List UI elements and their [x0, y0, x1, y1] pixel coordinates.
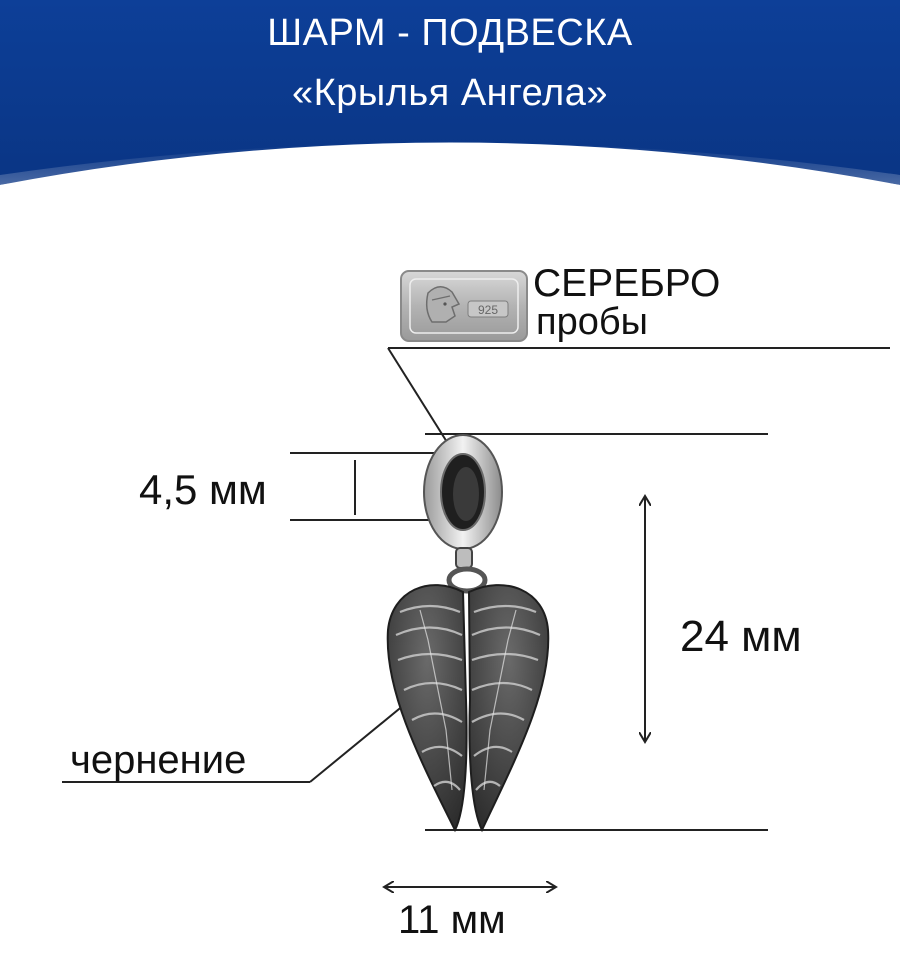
silver-label: СЕРЕБРО	[533, 262, 721, 305]
blackening-label: чернение	[70, 738, 247, 782]
header-subtitle: «Крылья Ангела»	[292, 72, 608, 114]
charm-height-label: 24 мм	[680, 612, 802, 661]
hallmark-plaque	[401, 271, 527, 341]
left-wing	[388, 585, 467, 830]
header-title: ШАРМ - ПОДВЕСКА	[267, 12, 633, 54]
hallmark-number: 925	[477, 303, 499, 317]
charm-width-label: 11 мм	[398, 898, 506, 942]
charm-connector	[449, 548, 485, 591]
angel-wings	[388, 585, 549, 830]
blackening-pointer-line	[310, 700, 410, 782]
right-wing	[469, 585, 548, 830]
ring-height-label: 4,5 мм	[139, 466, 267, 513]
charm-ring	[424, 435, 502, 549]
silver-sublabel: пробы	[536, 301, 648, 343]
